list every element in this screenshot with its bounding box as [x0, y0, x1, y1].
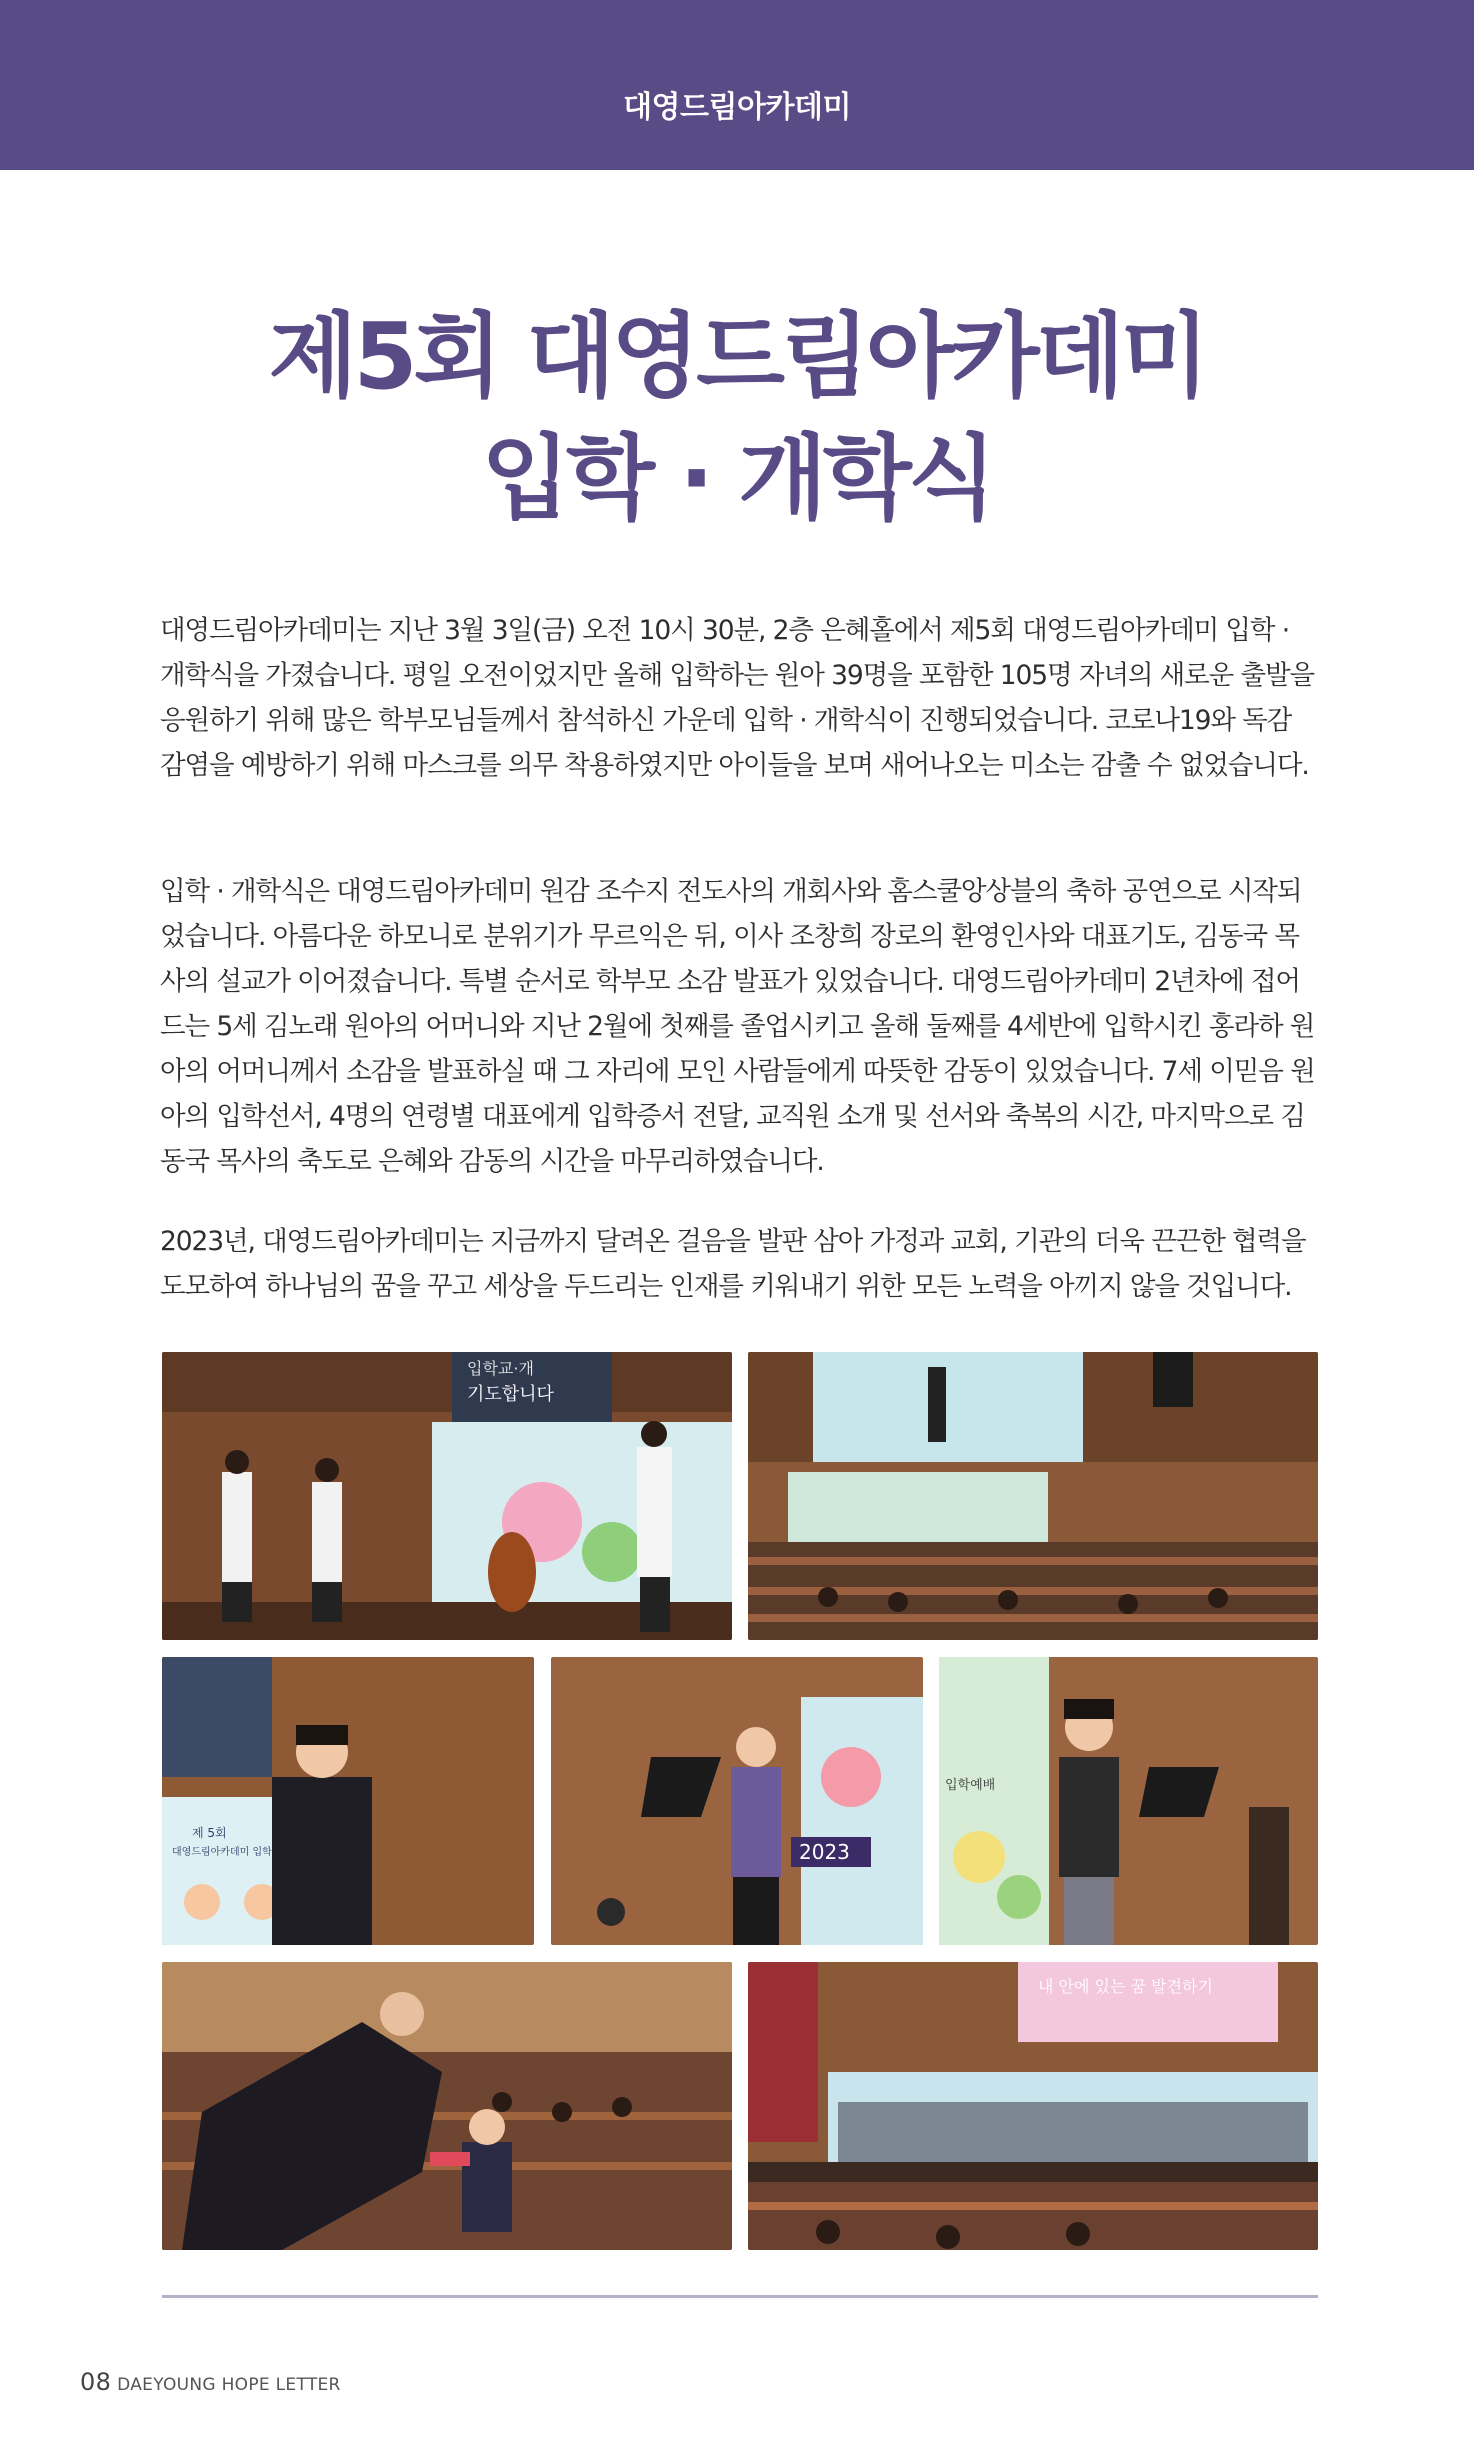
- photo-hall-view: [748, 1352, 1318, 1640]
- photo-4-screen-text-a: 제 5회: [192, 1826, 227, 1840]
- photo-ensemble-performance: [162, 1352, 732, 1640]
- page-title-line-2: 입학 · 개학식: [481, 425, 993, 532]
- page-title-line-1: 제5회 대영드림아카데미: [268, 303, 1206, 410]
- section-label: 대영드림아카데미: [623, 90, 851, 125]
- photo-second-parent-speech: [939, 1657, 1318, 1945]
- paragraph-3: 2023년, 대영드림아카데미는 지금까지 달려온 걸음을 발판 삼아 가정과 교회, 기관의 더욱 끈끈한 협력을 도모하여 하나님의 꿈을 꾸고 세상을 두드리는 인재를 키워내기 위한 모든 노력을 아끼지 않을 것입니다.: [160, 1226, 1306, 1302]
- photo-6-screen-text: 입학예배: [945, 1778, 996, 1793]
- photo-certificate-handover: [162, 1962, 732, 2250]
- photo-4-screen-text-b: 대영드림아카데미 입학: [172, 1847, 272, 1858]
- photo-parent-speech: [551, 1657, 923, 1945]
- photo-1-screen-text-b: 기도합니다: [467, 1384, 554, 1405]
- photo-speaker: [162, 1657, 534, 1945]
- photo-1-screen-text-a: 입학교·개: [467, 1359, 534, 1378]
- photo-8-banner-text: 내 안에 있는 꿈 발견하기: [1038, 1977, 1213, 1996]
- footer: [80, 2368, 341, 2396]
- paragraph-2: 입학 · 개학식은 대영드림아카데미 원감 조수지 전도사의 개회사와 홈스쿨앙상블의 축하 공연으로 시작되었습니다. 아름다운 하모니로 분위기가 무르익은 뒤, 이사 조창희 장로의 환영인사와 대표기도, 김동국 목사의 설교가 이어졌습니다. 특별 순서로 학부모 소감 발표가 있었습니다. 대영드림아카데미 2년차에 접어드는 5세 김노래 원아의 어머니와 지난 2월에 첫째를 졸업시키고 올해 둘째를 4세반에 입학시킨 홍라하 원아의 어머니께서 소감을 발표하실 때 그 자리에 모인 사람들에게 따뜻한 감동이 있었습니다. 7세 이믿음 원아의 입학선서, 4명의 연령별 대표에게 입학증서 전달, 교직원 소개 및 선서와 축복의 시간, 마지막으로 김동국 목사의 축도로 은혜와 감동의 시간을 마무리하였습니다.: [160, 876, 1315, 1177]
- page-number: 08: [80, 2368, 112, 2396]
- paragraph-1: 대영드림아카데미는 지난 3월 3일(금) 오전 10시 30분, 2층 은혜홀에서 제5회 대영드림아카데미 입학 · 개학식을 가졌습니다. 평일 오전이었지만 올해 입학하는 원아 39명을 포함한 105명 자녀의 새로운 출발을 응원하기 위해 많은 학부모님들께서 참석하신 가운데 입학 · 개학식이 진행되었습니다. 코로나19와 독감 감염을 예방하기 위해 마스크를 의무 착용하였지만 아이들을 보며 새어나오는 미소는 감출 수 없었습니다.: [160, 615, 1314, 781]
- photo-staff-on-stage: [748, 1962, 1318, 2250]
- publication-name: DAEYOUNG HOPE LETTER: [117, 2375, 341, 2395]
- photo-5-screen-text: 2023: [799, 1840, 850, 1864]
- footer-divider: [162, 2295, 1318, 2298]
